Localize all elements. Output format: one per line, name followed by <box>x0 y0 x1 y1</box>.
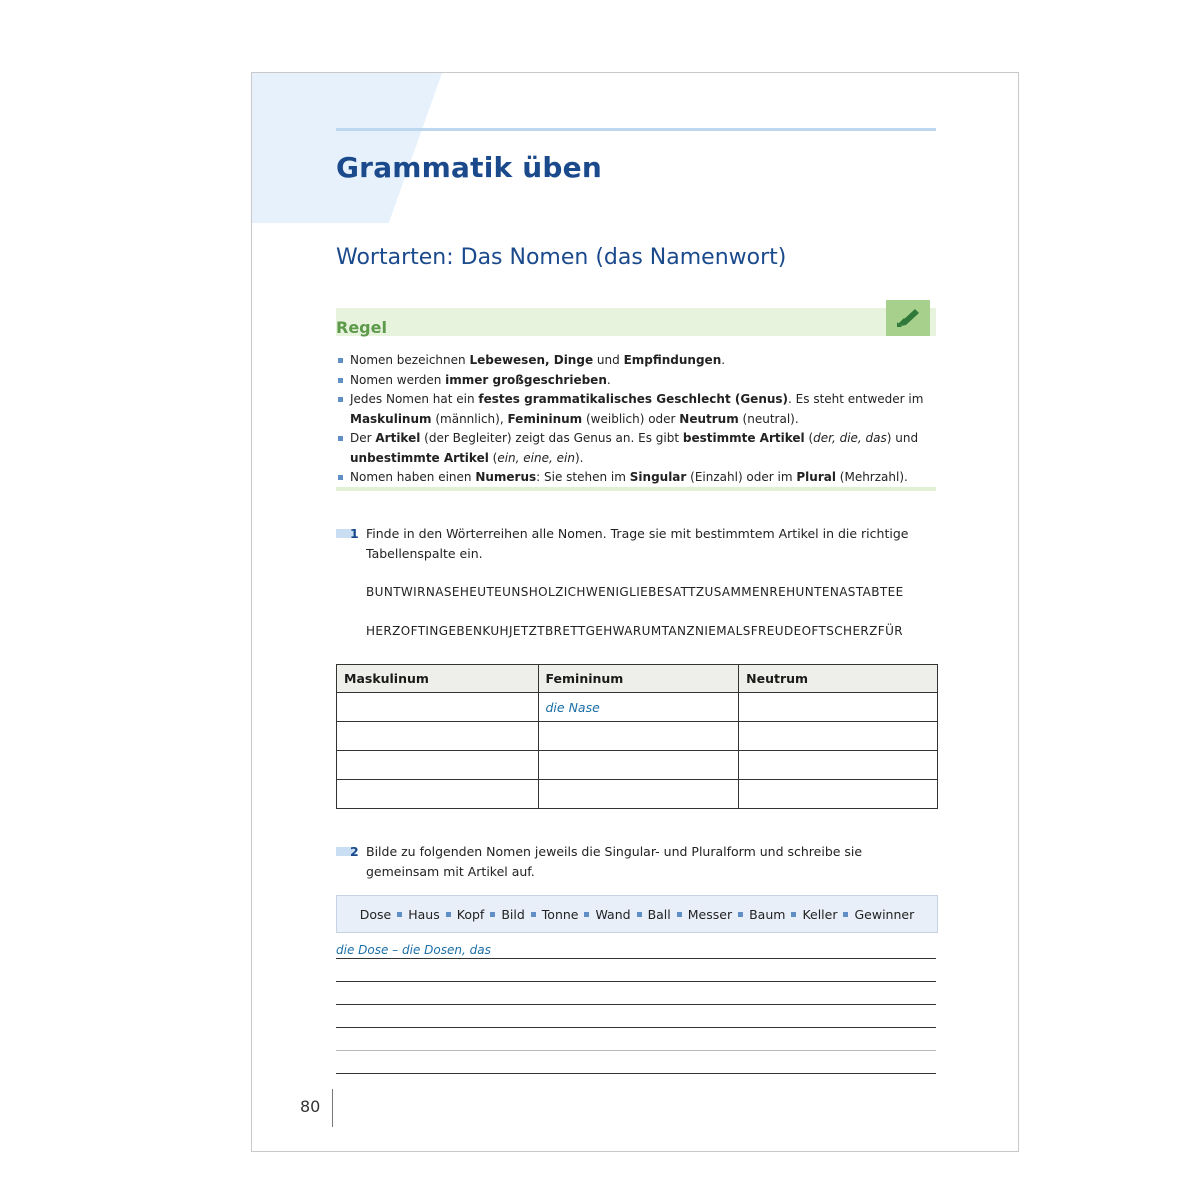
separator-square-icon <box>531 912 536 917</box>
rule-text: Empfindungen <box>623 353 722 367</box>
rule-text: Nomen werden <box>350 372 446 387</box>
writing-line[interactable] <box>336 1027 936 1028</box>
rule-text: . <box>721 353 726 367</box>
task-instruction: Finde in den Wörterreihen alle Nomen. Trage sie mit bestimmtem Artikel in die richtige Tabellenspalte ein. <box>366 526 909 561</box>
writing-line[interactable] <box>336 1073 936 1074</box>
table-cell[interactable] <box>337 780 539 809</box>
table-cell[interactable] <box>739 693 938 722</box>
rule-text: Jedes Nomen hat ein <box>350 392 479 406</box>
rule-list <box>336 351 936 488</box>
rule-title: Regel <box>336 318 387 337</box>
table-cell[interactable] <box>538 751 739 780</box>
rule-text: ) und <box>886 431 919 445</box>
separator-square-icon <box>637 912 642 917</box>
rule-text: ein, eine, ein <box>497 450 575 465</box>
task-2 <box>336 842 936 881</box>
word-item: Ball <box>647 906 671 922</box>
separator-square-icon <box>397 912 402 917</box>
table-cell[interactable] <box>538 780 739 809</box>
rule-text: Femininum <box>507 411 583 426</box>
title-rule <box>336 128 936 131</box>
task-number: 1 <box>350 526 359 541</box>
table-cell[interactable]: die Nase <box>538 693 739 722</box>
corner-decoration <box>252 73 442 223</box>
rule-text: der, die, das <box>813 431 887 445</box>
rule-text: ( <box>488 450 498 465</box>
table-header-row <box>337 665 938 693</box>
table-cell[interactable] <box>739 780 938 809</box>
genus-table <box>336 664 938 809</box>
table-cell[interactable] <box>337 722 539 751</box>
rule-text: ( <box>804 431 814 445</box>
word-item: Kopf <box>456 906 485 922</box>
rule-text: bestimmte Artikel <box>682 431 805 445</box>
table-row <box>337 693 938 722</box>
pencil-icon <box>886 300 930 336</box>
section-title: Wortarten: Das Nomen (das Namenwort) <box>336 245 787 270</box>
table-cell[interactable] <box>337 751 539 780</box>
word-item: Baum <box>749 906 786 922</box>
header-maskulinum: Maskulinum <box>337 665 539 693</box>
rule-text: unbestimmte Artikel <box>350 450 489 465</box>
rule-text: Artikel <box>375 431 421 445</box>
rule-text: Lebewesen, Dinge <box>469 353 594 367</box>
task-number: 2 <box>350 844 359 859</box>
rule-text: und <box>593 353 624 367</box>
rule-text: . Es steht entweder im <box>788 392 924 406</box>
rule-header <box>336 308 936 336</box>
rule-text: Nomen bezeichnen <box>350 353 470 367</box>
table-row <box>337 722 938 751</box>
rule-text: : Sie stehen im <box>536 470 630 484</box>
word-item: Haus <box>408 906 440 922</box>
rule-text: immer großgeschrieben <box>445 372 607 387</box>
writing-line[interactable] <box>336 1050 936 1051</box>
rule-item <box>336 371 936 391</box>
table-row <box>337 751 938 780</box>
header-neutrum: Neutrum <box>739 665 938 693</box>
rule-text: Maskulinum <box>350 411 432 426</box>
worksheet-page <box>251 72 1019 1152</box>
rule-text: (weiblich) oder <box>582 411 680 426</box>
separator-square-icon <box>584 912 589 917</box>
rule-text: Der <box>350 431 376 445</box>
rule-bottom-bar <box>336 487 936 491</box>
separator-square-icon <box>738 912 743 917</box>
table-cell[interactable] <box>538 722 739 751</box>
letter-row: HERZOFTINGEBENKUHJETZTBRETTGEHWARUMTANZNIEMALSFREUDEOFTSCHERZFÜR <box>366 624 904 638</box>
separator-square-icon <box>446 912 451 917</box>
rule-text: festes grammatikalisches Geschlecht (Genus) <box>478 392 789 406</box>
table-cell[interactable] <box>739 722 938 751</box>
word-item: Messer <box>687 906 733 922</box>
header-femininum: Femininum <box>538 665 739 693</box>
word-item: Tonne <box>541 906 579 922</box>
rule-text: Plural <box>796 470 836 484</box>
rule-text: (der Begleiter) zeigt das Genus an. Es gibt <box>420 431 683 445</box>
separator-square-icon <box>490 912 495 917</box>
word-item: Keller <box>802 906 838 922</box>
writing-line[interactable] <box>336 981 936 982</box>
separator-square-icon <box>791 912 796 917</box>
page-title: Grammatik üben <box>336 151 602 184</box>
word-box <box>336 895 938 933</box>
table-cell[interactable] <box>337 693 539 722</box>
table-row <box>337 780 938 809</box>
rule-text: (Einzahl) oder im <box>686 470 797 484</box>
rule-item <box>336 429 936 468</box>
letter-row: BUNTWIRNASEHEUTEUNSHOLZICHWENIGLIEBESATTZUSAMMENREHUNTENASTABTEE <box>366 585 904 599</box>
rule-text: (männlich), <box>431 411 508 426</box>
rule-text: (neutral). <box>738 411 799 426</box>
writing-line[interactable] <box>336 1004 936 1005</box>
task-instruction: Bilde zu folgenden Nomen jeweils die Singular- und Pluralform und schreibe sie gemeinsam mit Artikel auf. <box>366 844 863 879</box>
rule-text: Neutrum <box>679 411 739 426</box>
word-item: Gewinner <box>854 906 915 922</box>
word-item: Bild <box>501 906 525 922</box>
example-answer: die Dose – die Dosen, das <box>336 943 491 957</box>
task-1 <box>336 524 936 563</box>
rule-item <box>336 351 936 371</box>
rule-text: Nomen haben einen <box>350 470 476 484</box>
word-item: Dose <box>359 906 392 922</box>
writing-line[interactable] <box>336 958 936 959</box>
rule-text: (Mehrzahl). <box>835 470 908 484</box>
page-number: 80 <box>300 1097 321 1116</box>
rule-text: Numerus <box>475 470 537 484</box>
separator-square-icon <box>843 912 848 917</box>
word-item: Wand <box>595 906 631 922</box>
page-number-divider <box>332 1089 333 1127</box>
separator-square-icon <box>677 912 682 917</box>
rule-text: Singular <box>629 470 687 484</box>
table-cell[interactable] <box>739 751 938 780</box>
rule-text: . <box>606 372 611 387</box>
rule-item <box>336 390 936 429</box>
rule-item <box>336 468 936 488</box>
rule-text: ). <box>574 450 584 465</box>
